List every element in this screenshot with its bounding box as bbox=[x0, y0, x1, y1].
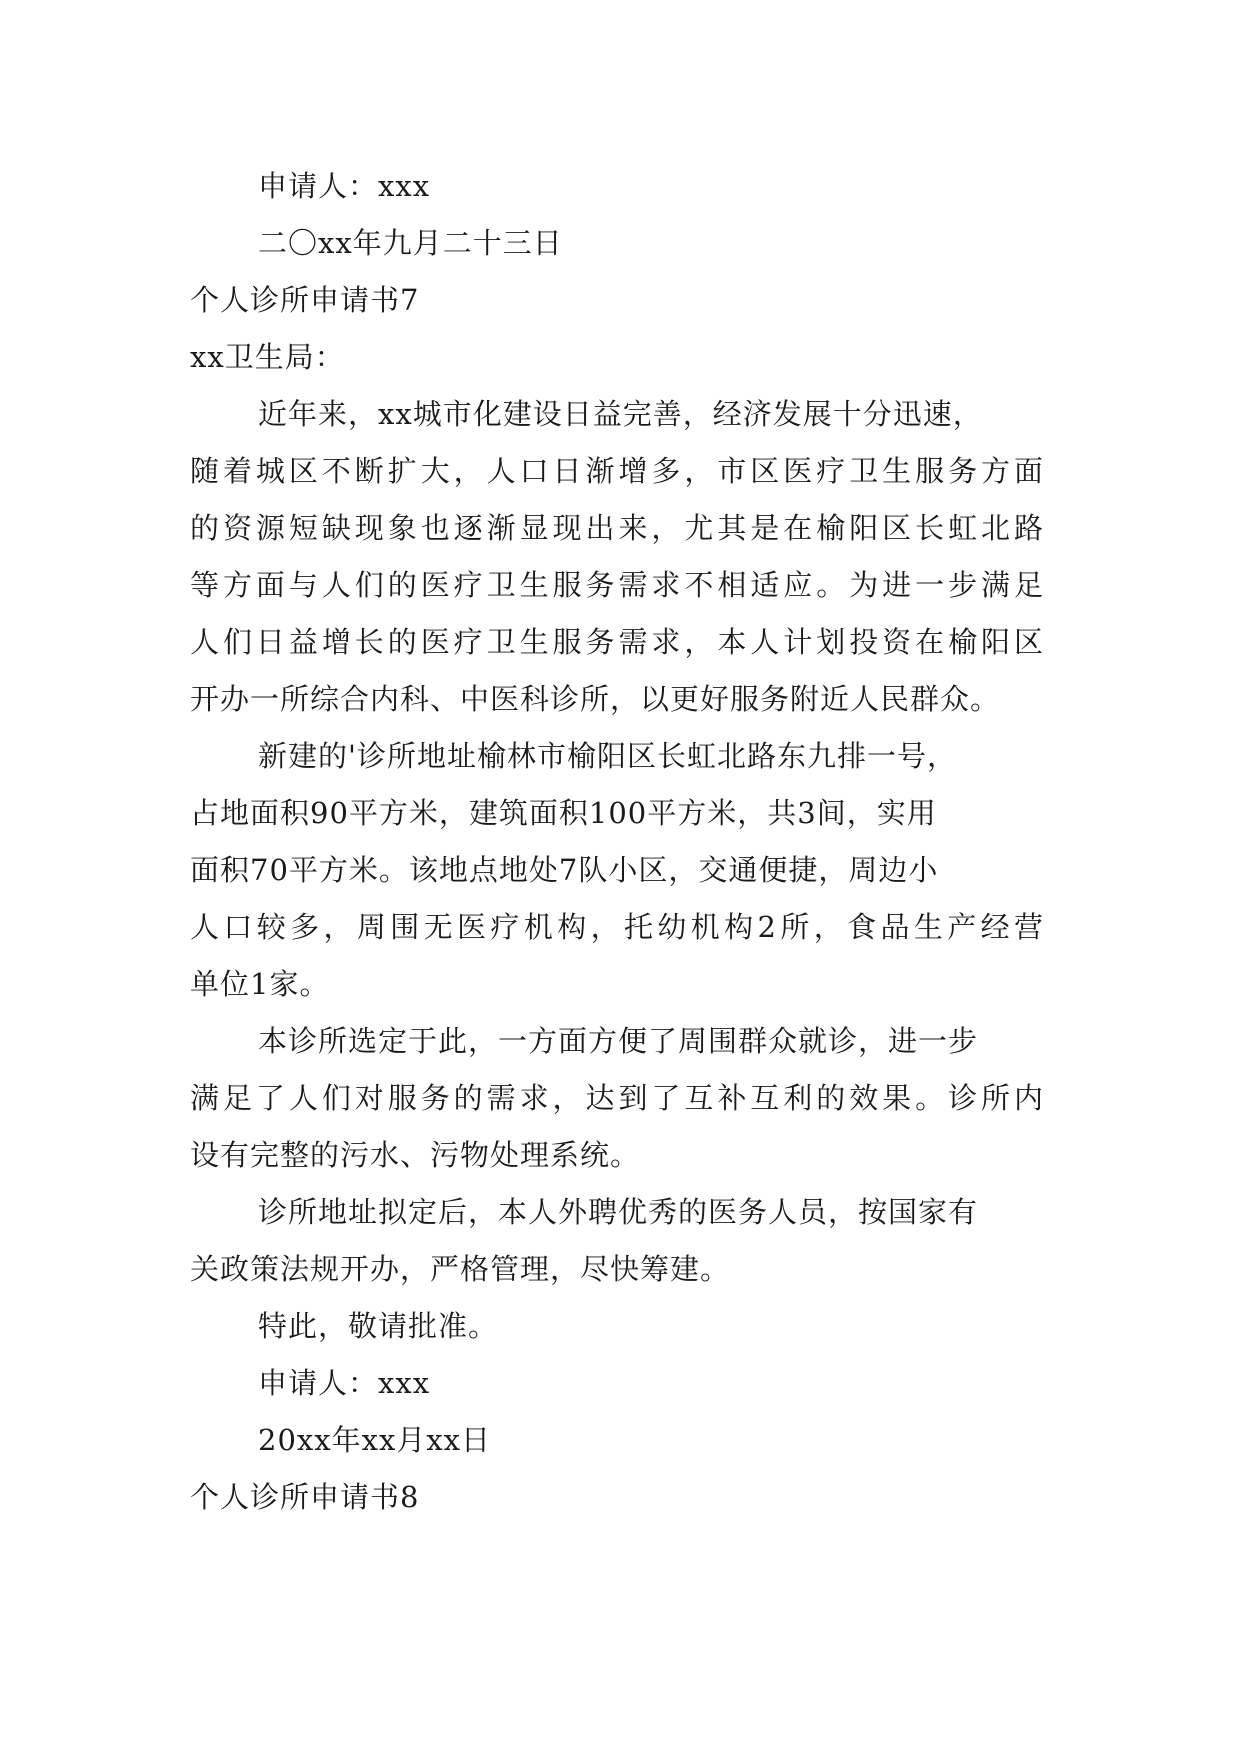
paragraph-line: 诊所地址拟定后，本人外聘优秀的医务人员，按国家有 bbox=[258, 1195, 979, 1229]
paragraph-line: 随着城区不断扩大，人口日渐增多，市区医疗卫生服务方面 bbox=[190, 454, 1044, 488]
paragraph-line: 设有完整的污水、污物处理系统。 bbox=[190, 1138, 641, 1172]
paragraph-line: 面积70平方米。该地点地处7队小区，交通便捷，周边小 bbox=[190, 853, 939, 887]
paragraph-line: 新建的'诊所地址榆林市榆阳区长虹北路东九排一号， bbox=[258, 739, 957, 773]
paragraph-line: 等方面与人们的医疗卫生服务需求不相适应。为进一步满足 bbox=[190, 568, 1044, 602]
paragraph-line: 本诊所选定于此，一方面方便了周围群众就诊，进一步 bbox=[258, 1024, 979, 1058]
paragraph-line: 满足了人们对服务的需求，达到了互补互利的效果。诊所内 bbox=[190, 1081, 1044, 1115]
signature-date: 二〇xx年九月二十三日 bbox=[258, 226, 563, 260]
paragraph-line: 人口较多，周围无医疗机构，托幼机构2所，食品生产经营 bbox=[190, 910, 1044, 944]
paragraph-line: 占地面积90平方米，建筑面积100平方米，共3间，实用 bbox=[190, 796, 937, 830]
closing-line: 特此，敬请批准。 bbox=[258, 1309, 499, 1343]
applicant-signature: 申请人：xxx bbox=[258, 169, 431, 203]
addressee: xx卫生局： bbox=[190, 340, 345, 374]
paragraph-line: 关政策法规开办，严格管理，尽快筹建。 bbox=[190, 1252, 731, 1286]
paragraph-line: 开办一所综合内科、中医科诊所，以更好服务附近人民群众。 bbox=[190, 682, 1001, 716]
paragraph-line: 的资源短缺现象也逐渐显现出来，尤其是在榆阳区长虹北路 bbox=[190, 511, 1044, 545]
signature-date: 20xx年xx月xx日 bbox=[258, 1423, 492, 1457]
section-title: 个人诊所申请书7 bbox=[190, 283, 420, 317]
paragraph-line: 近年来，xx城市化建设日益完善，经济发展十分迅速， bbox=[258, 397, 983, 431]
applicant-signature: 申请人：xxx bbox=[258, 1366, 431, 1400]
paragraph-line: 单位1家。 bbox=[190, 967, 330, 1001]
paragraph-line: 人们日益增长的医疗卫生服务需求，本人计划投资在榆阳区 bbox=[190, 625, 1044, 659]
section-title: 个人诊所申请书8 bbox=[190, 1480, 420, 1514]
